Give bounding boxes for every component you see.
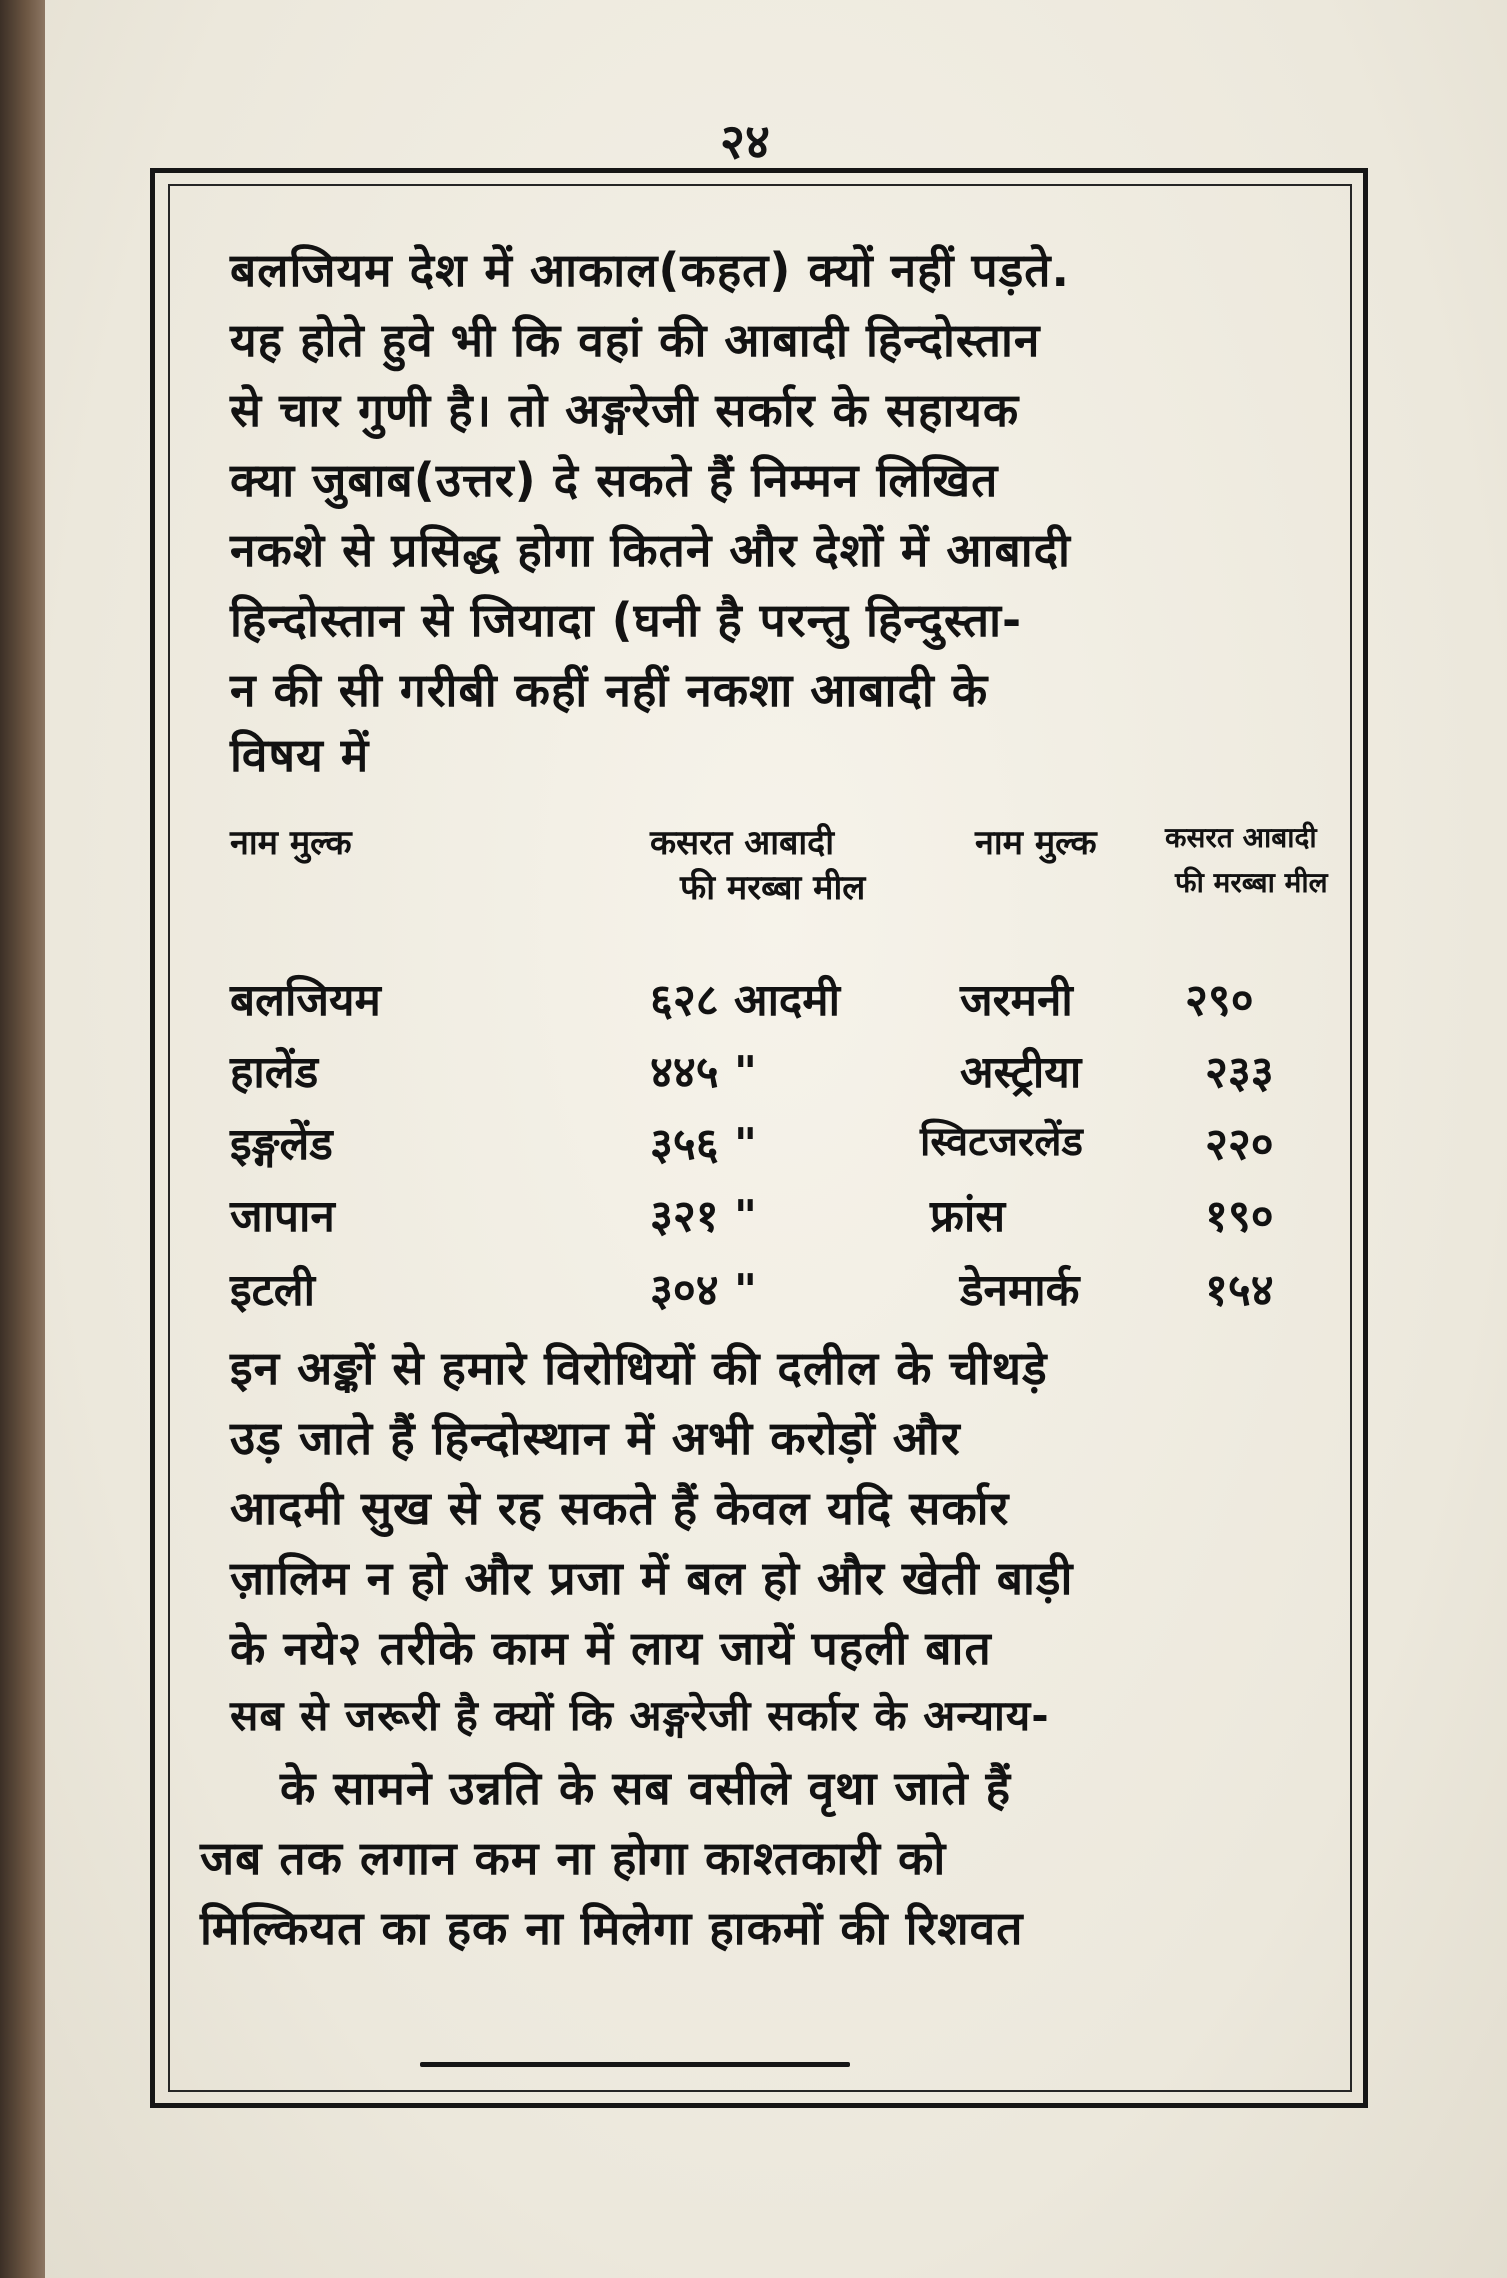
- text-line: विषय में: [230, 728, 370, 782]
- text-line: नकशे से प्रसिद्ध होगा कितने और देशों में आबादी: [230, 523, 1071, 577]
- table-cell-country: इटली: [230, 1265, 316, 1316]
- text-line: मिल्कियत का हक ना मिलेगा हाकमों की रिशवत: [200, 1901, 1024, 1955]
- table-header-country: नाम मुल्क: [230, 823, 352, 863]
- text-line: बलजियम देश में आकाल(कहत) क्यों नहीं पड़ते.: [230, 243, 1070, 297]
- table-cell-country-2: फ्रांस: [930, 1191, 1006, 1242]
- table-cell-density-2: २२०: [1205, 1119, 1274, 1170]
- table-cell-country-2: डेनमार्क: [960, 1265, 1080, 1316]
- table-header-density-2: कसरत आबादी: [1165, 821, 1317, 854]
- page-number: २४: [720, 114, 770, 170]
- text-line: न की सी गरीबी कहीं नहीं नकशा आबादी के: [230, 663, 989, 717]
- text-line: क्या जुबाब(उत्तर) दे सकते हैं निम्मन लिखित: [230, 453, 999, 507]
- table-header-country-2: नाम मुल्क: [975, 823, 1097, 863]
- table-cell-country: इङ्गलेंड: [230, 1119, 333, 1170]
- table-cell-density-2: २९०: [1185, 975, 1254, 1026]
- table-cell-density: ३५६ ": [650, 1119, 757, 1170]
- text-line: के नये२ तरीके काम में लाय जायें पहली बात: [230, 1621, 992, 1675]
- table-cell-country-2: अस्ट्रीया: [960, 1047, 1082, 1098]
- text-line: के सामने उन्नति के सब वसीले वृथा जाते हैं: [280, 1761, 1012, 1815]
- text-line: यह होते हुवे भी कि वहां की आबादी हिन्दोस्तान: [230, 313, 1041, 367]
- text-line: ज़ालिम न हो और प्रजा में बल हो और खेती बाड़ी: [230, 1551, 1074, 1605]
- text-line: जब तक लगान कम ना होगा काश्तकारी को: [200, 1831, 947, 1885]
- table-header-density-unit: फी मरब्बा मील: [680, 868, 866, 908]
- table-cell-density: ३०४ ": [650, 1265, 757, 1316]
- table-cell-density: ४४५ ": [650, 1047, 757, 1098]
- table-cell-density-2: २३३: [1205, 1047, 1274, 1098]
- table-cell-density: ३२१ ": [650, 1191, 757, 1242]
- table-cell-country: बलजियम: [230, 975, 381, 1026]
- text-line: से चार गुणी है। तो अङ्गरेजी सर्कार के सहायक: [230, 383, 1020, 437]
- table-cell-density-2: १५४: [1205, 1265, 1274, 1316]
- text-line: उड़ जाते हैं हिन्दोस्थान में अभी करोड़ों और: [230, 1411, 961, 1465]
- table-cell-density-2: १९०: [1205, 1191, 1274, 1242]
- table-header-density-unit-2: फी मरब्बा मील: [1175, 866, 1328, 899]
- table-cell-country: जापान: [230, 1191, 335, 1242]
- table-cell-country-2: स्विटजरलेंड: [920, 1119, 1083, 1165]
- text-line: आदमी सुख से रह सकते हैं केवल यदि सर्कार: [230, 1481, 1010, 1535]
- text-line: सब से जरूरी है क्यों कि अङ्गरेजी सर्कार के अन्याय-: [230, 1691, 1050, 1740]
- book-spine: [0, 0, 45, 2278]
- text-line: हिन्दोस्तान से जियादा (घनी है परन्तु हिन्दुस्ता-: [230, 593, 1023, 647]
- bottom-rule: [420, 2062, 850, 2067]
- text-line: इन अङ्कों से हमारे विरोधियों की दलील के चीथड़े: [230, 1341, 1048, 1395]
- table-cell-density: ६२८ आदमी: [650, 975, 840, 1026]
- table-cell-country: हालेंड: [230, 1047, 319, 1098]
- table-header-density: कसरत आबादी: [650, 823, 835, 863]
- table-cell-country-2: जरमनी: [960, 975, 1073, 1026]
